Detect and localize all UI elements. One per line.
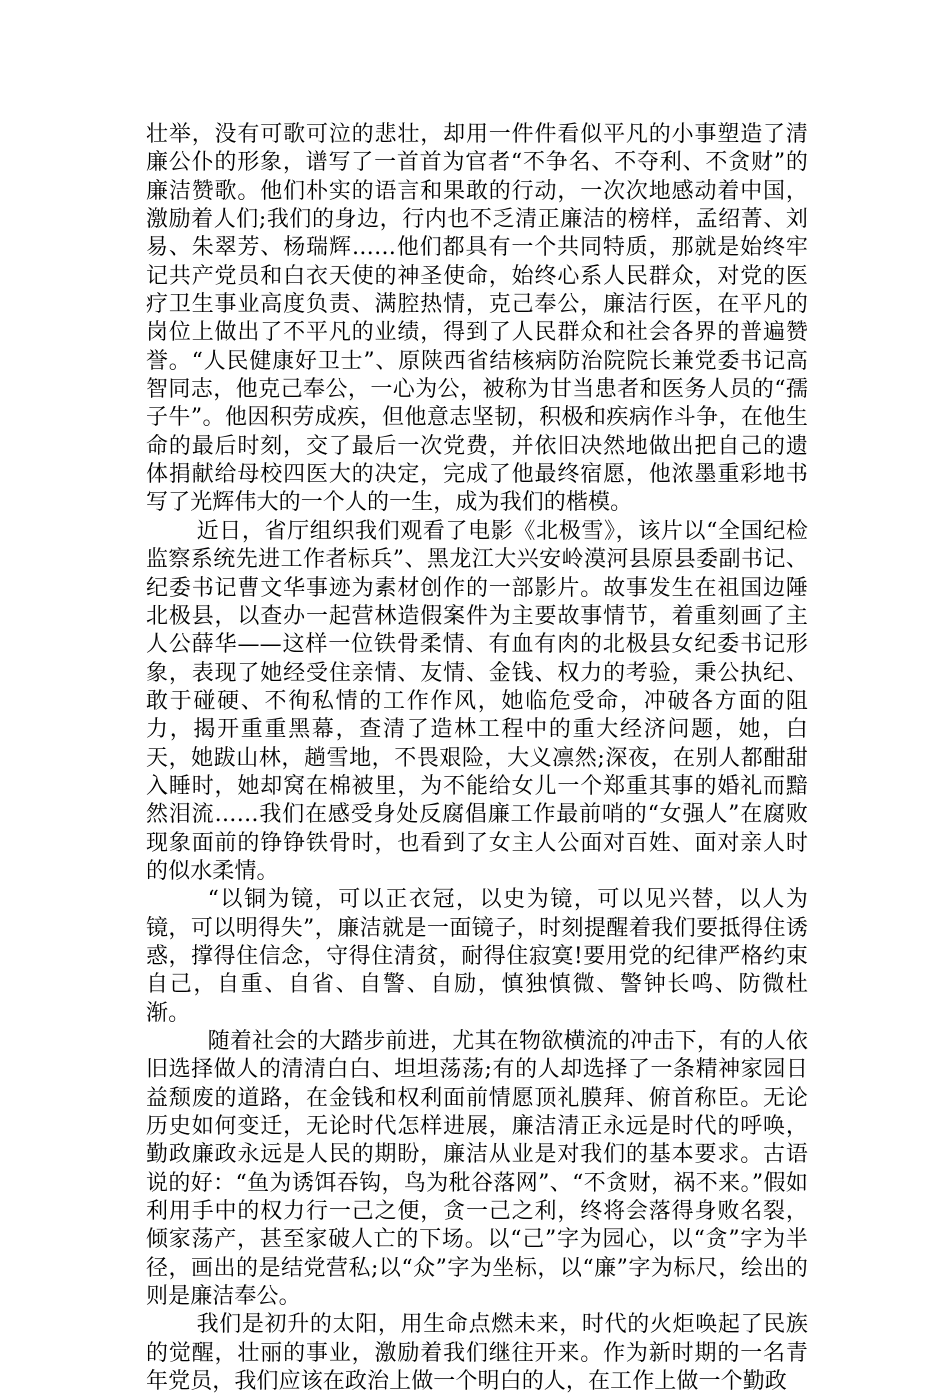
paragraph-5: 我们是初升的太阳，用生命点燃未来，时代的火炬唤起了民族的觉醒，壮丽的事业，激励着我们继往开来。作为新时期的一名青年党员，我们应该在政治上做一个明白的人，在工作上做一个勤政 xyxy=(146,1312,808,1395)
paragraph-1: 壮举，没有可歌可泣的悲壮，却用一件件看似平凡的小事塑造了清廉公仆的形象，谱写了一首首为官者“不争名、不夺利、不贪财”的廉洁赞歌。他们朴实的语言和果敢的行动，一次次地感动着中国，激励着人们;我们的身边，行内也不乏清正廉洁的榜样，孟绍菁、刘易、朱翠芳、杨瑞辉……他们都具有一个共同特质，那就是始终牢记共产党员和白衣天使的神圣使命，始终心系人民群众，对党的医疗卫生事业高度负责、满腔热情，克己奉公，廉洁行医，在平凡的岗位上做出了不平凡的业绩，得到了人民群众和社会各界的普遍赞誉。“人民健康好卫士”、原陕西省结核病防治院院长兼党委书记高智同志，他克己奉公，一心为公，被称为甘当患者和医务人员的“孺子牛”。他因积劳成疾，但他意志坚韧，积极和疾病作斗争，在他生命的最后时刻，交了最后一次党费，并依旧决然地做出把自己的遗体捐献给母校四医大的决定，完成了他最终宿愿，他浓墨重彩地书写了光辉伟大的一个人的一生，成为我们的楷模。 xyxy=(146,122,808,516)
document-body xyxy=(146,121,808,1396)
paragraph-3: “以铜为镜，可以正衣冠，以史为镜，可以见兴替，以人为镜，可以明得失”，廉洁就是一面镜子，时刻提醒着我们要抵得住诱惑，撑得住信念，守得住清贫，耐得住寂寞!要用党的纪律严格约束自己，自重、自省、自警、自励，慎独慎微、警钟长鸣、防微杜渐。 xyxy=(146,887,808,1026)
paragraph-4: 随着社会的大踏步前进，尤其在物欲横流的冲击下，有的人依旧选择做人的清清白白、坦坦荡荡;有的人却选择了一条精神家园日益颓废的道路，在金钱和权利面前情愿顶礼膜拜、俯首称臣。无论历史如何变迁，无论时代怎样进展，廉洁清正永远是时代的呼唤，勤政廉政永远是人民的期盼，廉洁从业是对我们的基本要求。古语说的好：“鱼为诱饵吞钩，鸟为秕谷落网”、“不贪财，祸不来。”假如利用手中的权力行一己之便，贪一己之利，终将会落得身败名裂，倾家荡产，甚至家破人亡的下场。以“己”字为园心，以“贪”字为半径，画出的是结党营私;以“众”字为坐标，以“廉”字为标尺，绘出的则是廉洁奉公。 xyxy=(146,1029,808,1310)
paragraph-2: 近日，省厅组织我们观看了电影《北极雪》，该片以“全国纪检监察系统先进工作者标兵”、黑龙江大兴安岭漠河县原县委副书记、纪委书记曹文华事迹为素材创作的一部影片。故事发生在祖国边陲北极县，以查办一起营林造假案件为主要故事情节，着重刻画了主人公薛华——这样一位铁骨柔情、有血有肉的北极县女纪委书记形象，表现了她经受住亲情、友情、金钱、权力的考验，秉公执纪、敢于碰硬、不徇私情的工作作风，她临危受命，冲破各方面的阻力，揭开重重黑幕，查清了造林工程中的重大经济问题，她，白天，她跋山林，趟雪地，不畏艰险，大义凛然;深夜，在别人都酣甜入睡时，她却窝在棉被里，为不能给女儿一个郑重其事的婚礼而黯然泪流……我们在感受身处反腐倡廉工作最前哨的“女强人”在腐败现象面前的铮铮铁骨时，也看到了女主人公面对百姓、面对亲人时的似水柔情。 xyxy=(146,518,808,884)
